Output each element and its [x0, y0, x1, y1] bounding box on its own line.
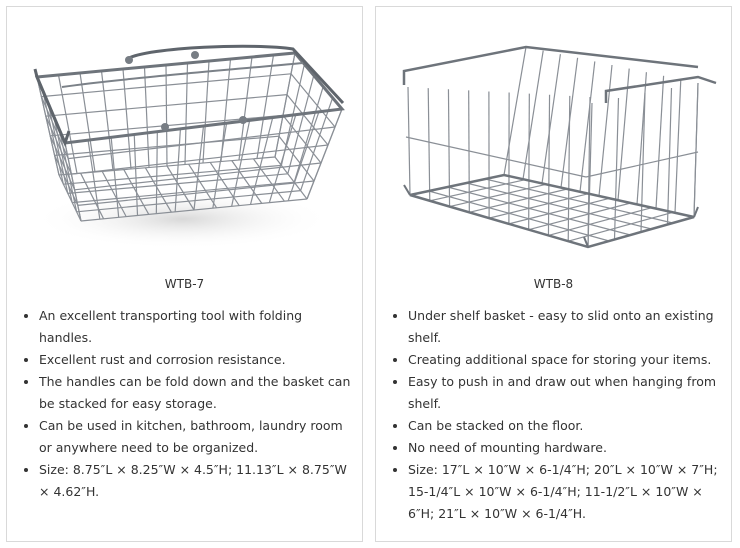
feature-item: • Excellent rust and corrosion resistance. [39, 349, 354, 371]
feature-list [19, 305, 354, 503]
product-code: WTB-7 [164, 277, 205, 291]
product-card-wtb-8 [375, 6, 732, 542]
product-code: WTB-8 [533, 277, 574, 291]
product-card-wtb-7 [6, 6, 363, 542]
feature-item: • The handles can be fold down and the basket can be stacked for easy storage. [39, 371, 354, 415]
feature-list [388, 305, 723, 525]
feature-item: • Easy to push in and draw out when hanging from shelf. [408, 371, 723, 415]
feature-item: • Size: 17″L × 10″W × 6-1/4″H; 20″L × 10″W × 7″H; 15-1/4″L × 10″W × 6-1/4″H; 11-1/2″L × 10″W × 6″H; 21″L × 10″W × 6-1/4″H. [408, 459, 723, 525]
feature-item: • Size: 8.75″L × 8.25″W × 4.5″H; 11.13″L × 8.75″W × 4.62″H. [39, 459, 354, 503]
feature-item: • Can be stacked on the floor. [408, 415, 723, 437]
product-image-wtb-8 [376, 7, 731, 269]
feature-item: • Under shelf basket - easy to slid onto an existing shelf. [408, 305, 723, 349]
wire-shopping-basket-icon [7, 7, 362, 269]
feature-item: • Creating additional space for storing your items. [408, 349, 723, 371]
feature-item: • Can be used in kitchen, bathroom, laundry room or anywhere need to be organized. [39, 415, 354, 459]
feature-item: • No need of mounting hardware. [408, 437, 723, 459]
under-shelf-basket-icon [376, 7, 731, 269]
product-image-wtb-7 [7, 7, 362, 269]
feature-item: • An excellent transporting tool with folding handles. [39, 305, 354, 349]
